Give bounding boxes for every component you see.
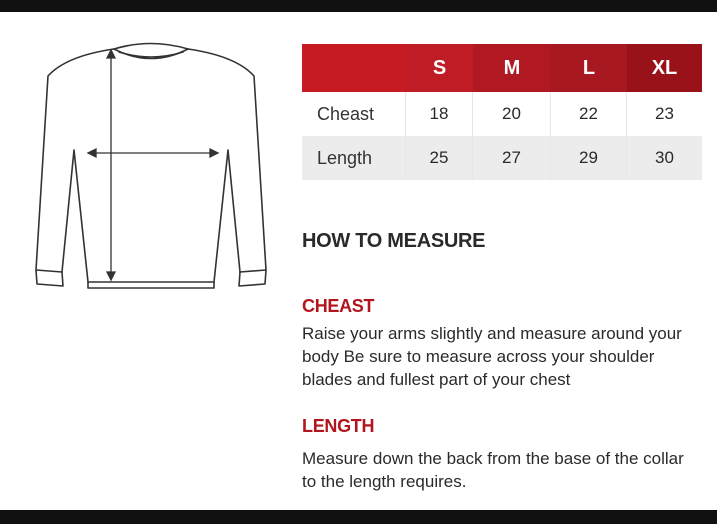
size-header-row [302, 44, 702, 92]
row-label: Length [302, 136, 406, 180]
table-cell: 25 [406, 136, 473, 180]
table-cell: 18 [406, 92, 473, 136]
size-header-l: L [551, 44, 627, 92]
table-cell: 22 [551, 92, 627, 136]
table-row-length [302, 136, 702, 180]
size-chart-table [302, 44, 702, 180]
bottom-border [0, 510, 717, 524]
how-to-measure-heading: HOW TO MEASURE [302, 230, 486, 252]
cheast-section-title: CHEAST [302, 296, 375, 316]
row-label: Cheast [302, 92, 406, 136]
table-cell: 23 [627, 92, 702, 136]
table-cell: 20 [473, 92, 551, 136]
length-section-text: Measure down the back from the base of the collar to the length requires. [302, 449, 684, 491]
header-blank-cell [302, 44, 406, 92]
table-cell: 27 [473, 136, 551, 180]
size-header-s: S [406, 44, 473, 92]
size-header-m: M [473, 44, 551, 92]
sweatshirt-outline-icon [26, 40, 276, 290]
size-header-xl: XL [627, 44, 702, 92]
table-cell: 30 [627, 136, 702, 180]
table-row-cheast [302, 92, 702, 136]
length-section-title: LENGTH [302, 416, 375, 436]
cheast-section-text: Raise your arms slightly and measure around your body Be sure to measure across your shoulder blades and fullest part of your chest [302, 324, 682, 389]
table-cell: 29 [551, 136, 627, 180]
top-border [0, 0, 717, 12]
